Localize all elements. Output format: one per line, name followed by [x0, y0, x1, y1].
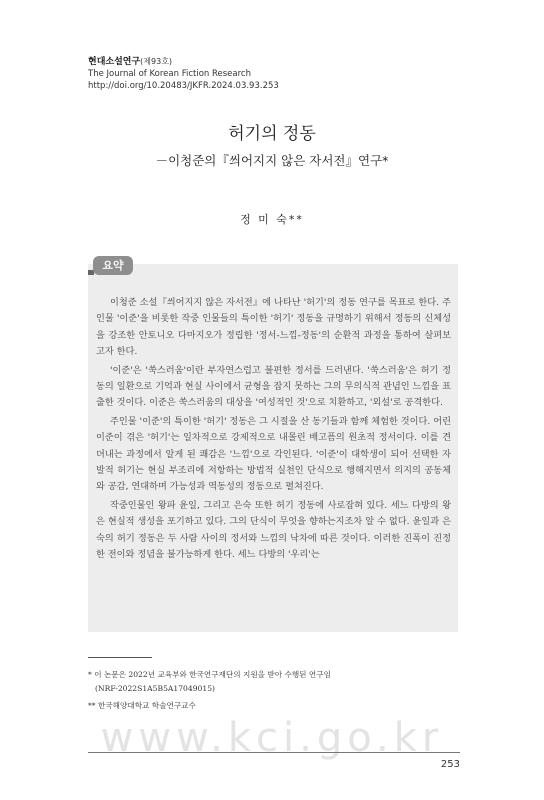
page-divider: [88, 752, 460, 753]
abstract-paragraph-1: 이청준 소설『씌어지지 않은 자서전』에 나타난 '허기'의 정동 연구를 목표로 한다. 주인물 '이준'을 비롯한 작중 인물들의 특이한 '허기' 정동을 규명하기 위해서 정동의 신체성을 강조한 안토니오 다마지오가 정립한 '정서-느낌-정동'의 순환적 과정을 통하여 살펴보고자 한다.: [96, 297, 451, 358]
footnote-text: 이 논문은 2022년 교육부와 한국연구재단의 지원을 받아 수행된 연구임: [94, 670, 331, 679]
footnote-mark: **: [88, 701, 96, 710]
doi-link[interactable]: http://doi.org/10.20483/JKFR.2024.03.93.253: [88, 81, 279, 91]
journal-name: 현대소설연구: [88, 57, 141, 67]
footnote-text: 한국해양대학교 학술연구교수: [98, 701, 196, 710]
journal-header: [88, 56, 279, 92]
author-name: 정 미 숙**: [240, 213, 304, 226]
abstract-text: [96, 295, 451, 566]
abstract-paragraph-4: 작중인물인 왕파 윤일, 그리고 은숙 또한 허기 정동에 사로잡혀 있다. 세느 다방의 왕은 현실적 생성을 포기하고 있다. 그의 단식이 무엇을 향하는지조차 알 수 없다. 윤일과 은숙의 허기 정동은 두 사람 사이의 정서와 느낌의 낙차에 따른 것이다. 이러한 진폭이 진정한 전이와 정념을 불가능하게 한다. 세느 다방의 '우리'는: [96, 499, 451, 561]
footnote-divider: [88, 657, 152, 658]
paper-subtitle: －이청준의『씌어지지 않은 자서전』연구*: [155, 153, 389, 168]
abstract-label: 요약: [93, 256, 133, 275]
kci-watermark: www.kci.go.kr: [100, 715, 444, 761]
page-number: 253: [440, 759, 460, 770]
footnote-text-cont: (NRF-2022S1A5B5A17049015): [95, 683, 216, 693]
abstract-paragraph-2: '이준'은 '쑥스러움'이란 부자연스럽고 불편한 정서를 드러낸다. '쑥스러움'은 허기 정동의 일환으로 기억과 현실 사이에서 균형을 잡지 못하는 그의 무의식적 관념인 느낌을 표출한 것이다. 이준은 쑥스러움의 대상을 '여성적인 것'으로 치환하고, '외설'로 공격한다.: [96, 364, 451, 409]
footnote-funding: [88, 668, 448, 695]
footnotes: [88, 668, 448, 717]
footnote-affiliation: [88, 699, 448, 713]
footnote-mark: *: [88, 670, 92, 679]
journal-issue: (제93호): [140, 57, 173, 66]
paper-title: 허기의 정동: [228, 124, 316, 144]
abstract-paragraph-3: 주인물 '이준'의 특이한 '허기' 정동은 그 시절을 산 동기들과 함께 체험한 것이다. 어린 이준이 겪은 '허기'는 일차적으로 강제적으로 내몰린 배고픔의 원초적 정서이다. 이를 견뎌내는 과정에서 알게 된 쾌감은 '느낌'으로 각인된다. '이준'이 대학생이 되어 선택한 자발적 허기는 현실 부조리에 저항하는 방법적 실천인 단식으로 행해지면서 의지의 공동체와 공감, 연대하며 가능성과 역동성의 정동으로 펼쳐진다.: [96, 415, 451, 493]
journal-english-name: The Journal of Korean Fiction Research: [88, 69, 251, 79]
